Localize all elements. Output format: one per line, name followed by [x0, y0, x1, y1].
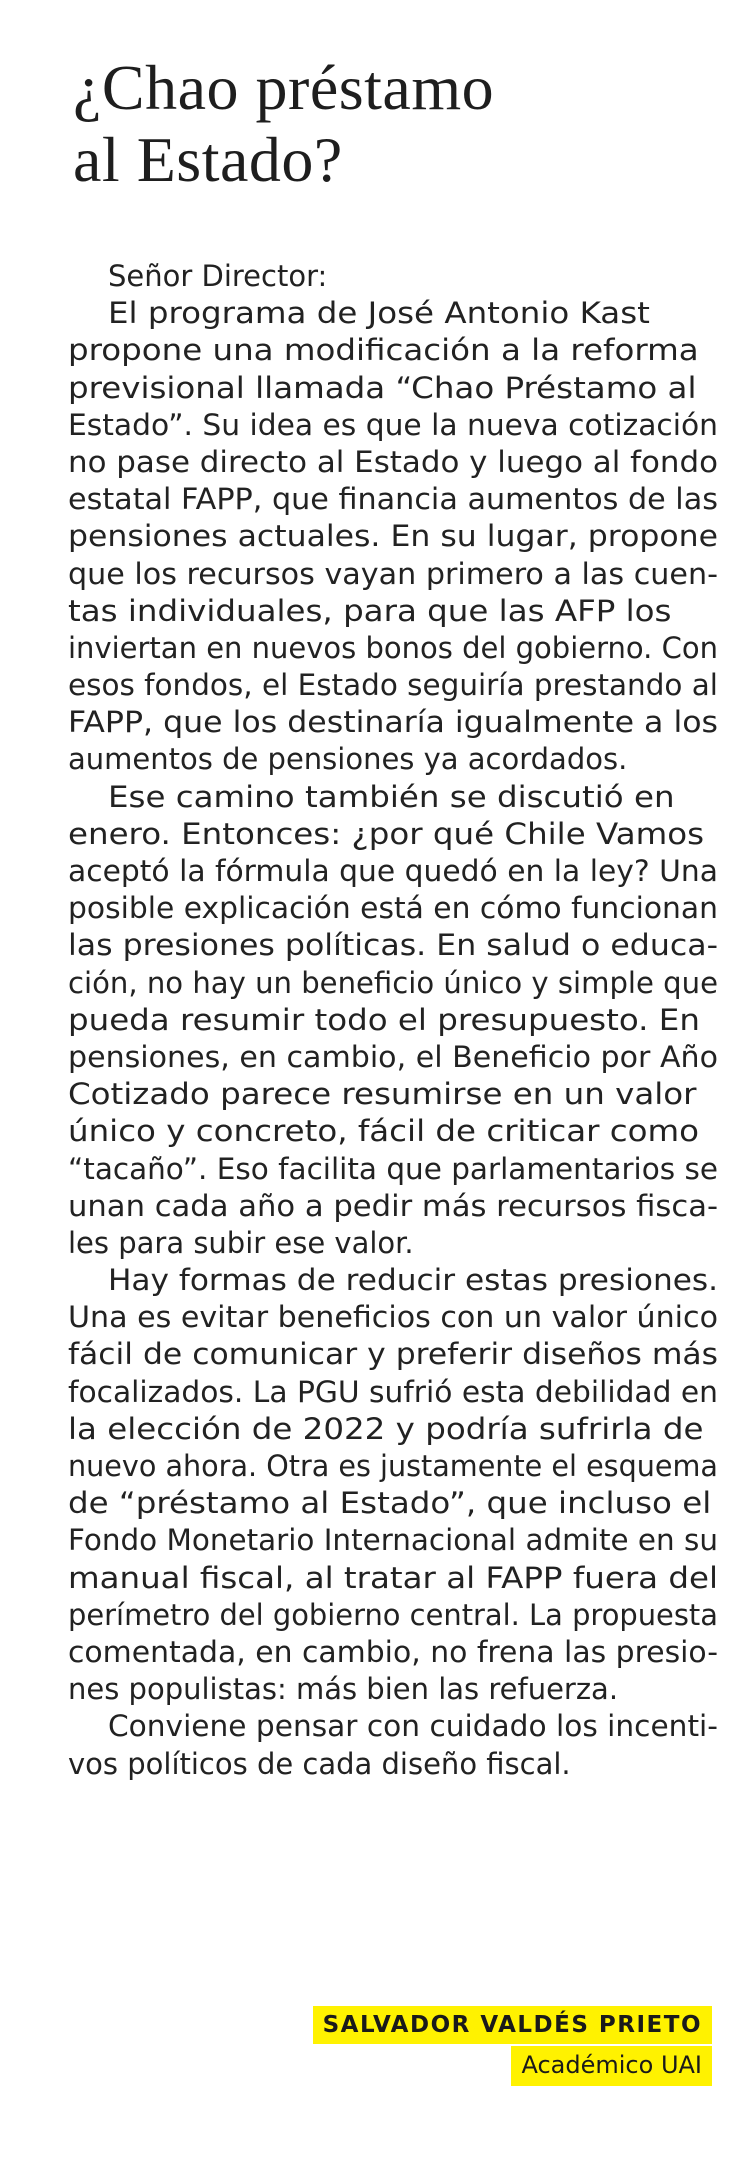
body-line: Ese camino también se discutió en [108, 779, 675, 814]
body-line: estatal FAPP, que financia aumentos de las [68, 482, 718, 517]
body-line: pensiones actuales. En su lugar, propone [68, 519, 718, 554]
title-line-1: ¿Chao préstamo [73, 52, 495, 123]
body-line: Hay formas de reducir estas presiones. [108, 1263, 719, 1298]
body-line: nes populistas: más bien las refuerza. [68, 1672, 619, 1707]
body-line: la elección de 2022 y podría sufrirla de [68, 1411, 704, 1446]
body-line: de “préstamo al Estado”, que incluso el [68, 1486, 712, 1521]
body-line: las presiones políticas. En salud o educa- [68, 928, 718, 963]
body-line: propone una modificación a la reforma [68, 333, 699, 368]
body-line: inviertan en nuevos bonos del gobierno. Con [68, 630, 718, 665]
body-line: enero. Entonces: ¿por qué Chile Vamos [68, 816, 705, 851]
body-line: tas individuales, para que las AFP los [68, 593, 672, 628]
body-line: aceptó la fórmula que quedó en la ley? Una [68, 854, 719, 888]
author-affiliation: Académico UAI [511, 2046, 712, 2086]
body-line: Conviene pensar con cuidado los incenti- [108, 1709, 718, 1744]
body-line: Fondo Monetario Internacional admite en su [68, 1523, 718, 1558]
body-line: esos fondos, el Estado seguiría prestando al [68, 668, 718, 703]
body-line: nuevo ahora. Otra es justamente el esquema [68, 1449, 718, 1483]
body-line: “tacaño”. Eso facilita que parlamentarios se [68, 1151, 718, 1186]
body-line: que los recursos vayan primero a las cuen- [68, 556, 718, 591]
body-line: pueda resumir todo el presupuesto. En [68, 1002, 700, 1037]
letter-body [68, 258, 718, 1783]
body-line: Señor Director: [108, 259, 328, 293]
body-line: posible explicación está en cómo funcionan [68, 891, 718, 926]
body-line: aumentos de pensiones ya acordados. [68, 742, 628, 777]
body-line: El programa de José Antonio Kast [108, 296, 650, 331]
signature [313, 2006, 712, 2086]
body-line: fácil de comunicar y preferir diseños más [68, 1337, 719, 1372]
article-title [73, 52, 713, 196]
body-line: no pase directo al Estado y luego al fondo [68, 444, 719, 479]
body-line: Estado”. Su idea es que la nueva cotización [68, 407, 718, 442]
body-line: FAPP, que los destinaría igualmente a los [68, 705, 719, 740]
body-line: manual fiscal, al tratar al FAPP fuera del [68, 1560, 718, 1595]
body-line: comentada, en cambio, no frena las presio- [68, 1634, 719, 1669]
author-name: SALVADOR VALDÉS PRIETO [313, 2006, 712, 2044]
body-line: previsional llamada “Chao Préstamo al [68, 370, 697, 405]
body-line: perímetro del gobierno central. La propuesta [68, 1597, 718, 1632]
body-line: les para subir ese valor. [68, 1225, 414, 1260]
body-line: pensiones, en cambio, el Beneficio por Año [68, 1039, 718, 1074]
title-line-2: al Estado? [73, 124, 343, 195]
body-line: focalizados. La PGU sufrió esta debilidad en [68, 1374, 719, 1409]
body-line: Una es evitar beneficios con un valor único [68, 1300, 718, 1335]
body-line: único y concreto, fácil de criticar como [68, 1114, 700, 1149]
body-line: ción, no hay un beneficio único y simple que [68, 965, 718, 1000]
body-line: Cotizado parece resumirse en un valor [68, 1077, 697, 1112]
body-line: unan cada año a pedir más recursos fisca- [68, 1188, 719, 1223]
body-line: vos políticos de cada diseño fiscal. [68, 1746, 571, 1781]
